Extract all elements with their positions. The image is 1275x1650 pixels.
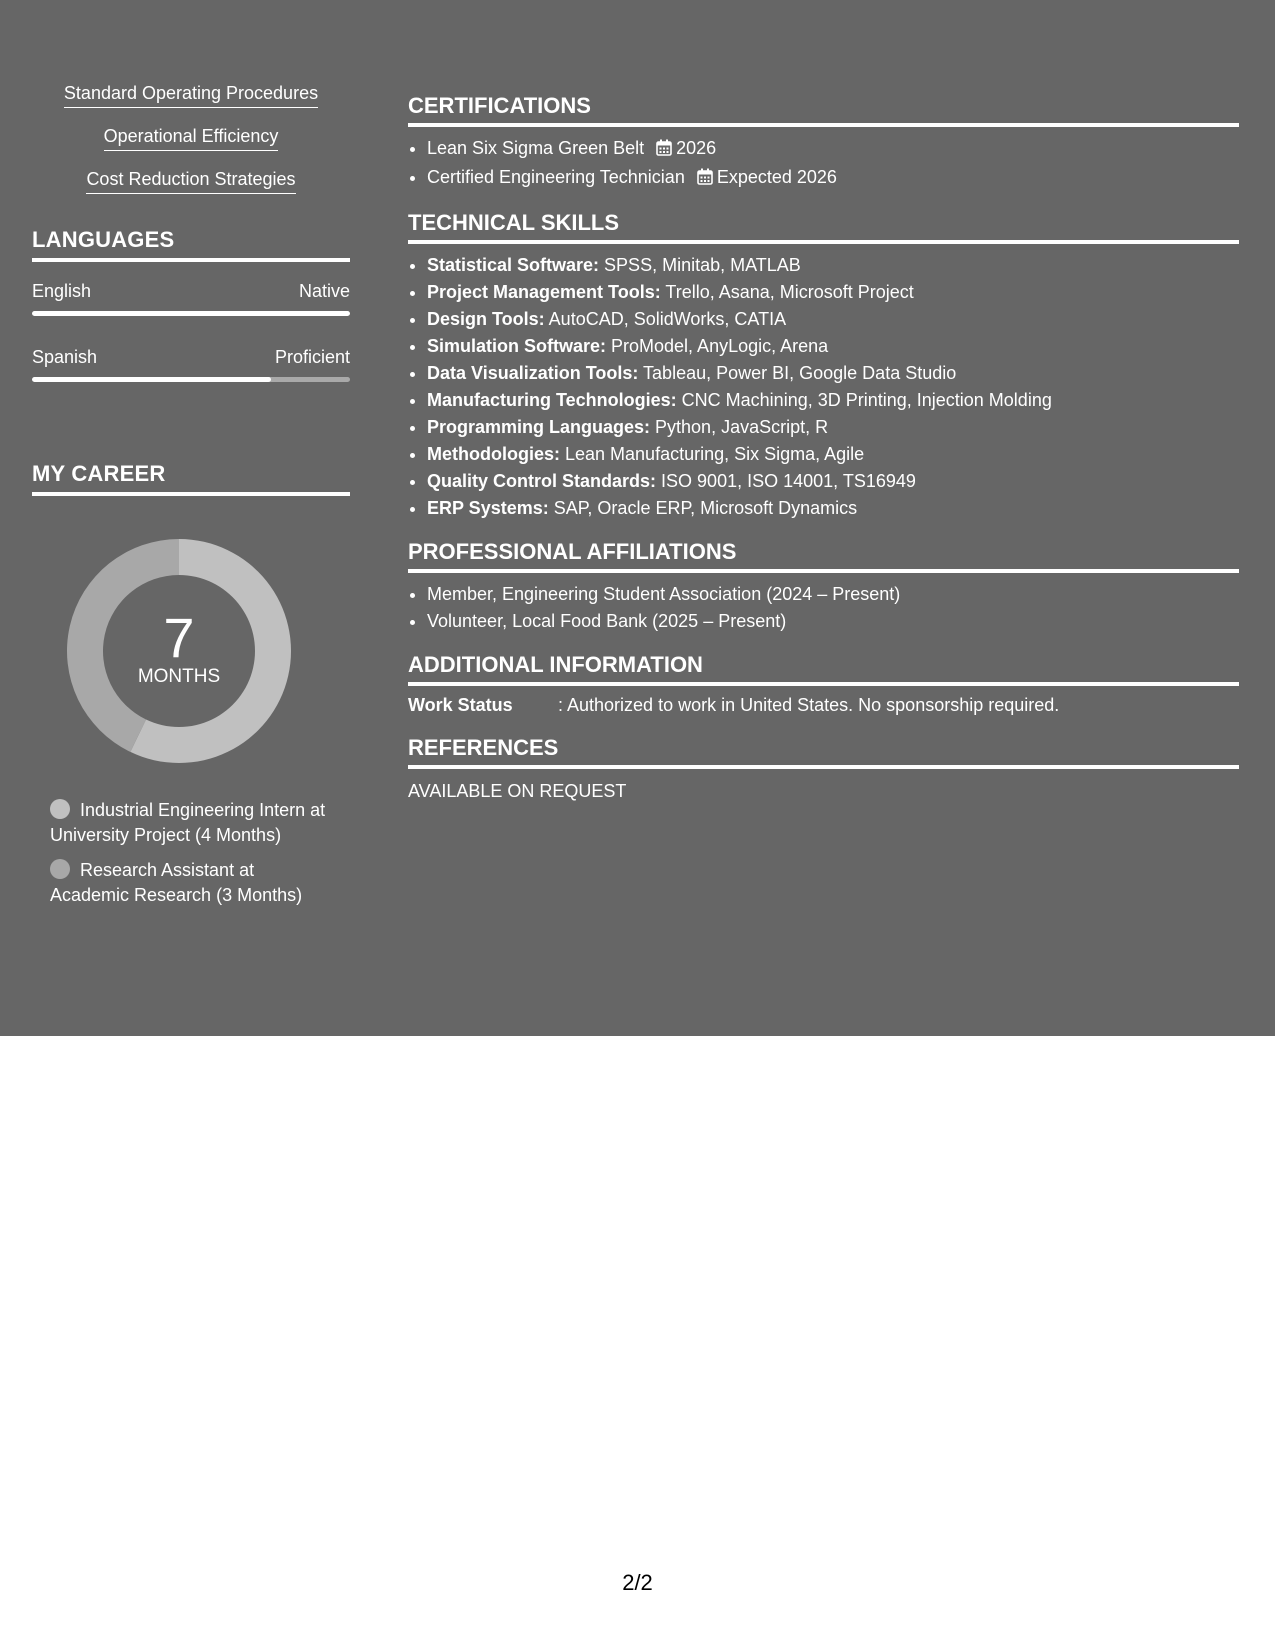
skill-item [427, 360, 1239, 387]
career-legend-label: Research Assistant at Academic Research (3 Months) [50, 860, 303, 905]
skill-label: Methodologies: [427, 444, 560, 464]
skill-value: SPSS, Minitab, MATLAB [599, 255, 801, 275]
skill-value: Lean Manufacturing, Six Sigma, Agile [560, 444, 865, 464]
career-legend [50, 798, 350, 908]
language-name: Spanish [32, 347, 98, 367]
certifications-section [408, 92, 1239, 193]
affiliations-section [408, 538, 1239, 635]
language-name: English [32, 281, 92, 301]
keyword-item [32, 125, 350, 151]
keyword: Cost Reduction Strategies [86, 168, 295, 194]
affiliation-item: • Volunteer, Local Food Bank (2025 – Present) [427, 608, 1239, 635]
donut-center [66, 538, 292, 764]
page-number: 2/2 [622, 1570, 653, 1595]
language-level: Native [298, 281, 350, 301]
references-section [408, 734, 1239, 803]
certification-name: Lean Six Sigma Green Belt [427, 138, 645, 158]
language-bar [32, 377, 350, 382]
skill-value: Python, JavaScript, R [650, 417, 829, 437]
affiliations-heading: PROFESSIONAL AFFILIATIONS [408, 538, 1239, 573]
work-status-label: Work Status [408, 695, 513, 715]
technical-skills-heading: TECHNICAL SKILLS [408, 209, 1239, 244]
skill-label: ERP Systems: [427, 498, 549, 518]
language-bar [32, 311, 350, 316]
skill-label: Data Visualization Tools: [427, 363, 639, 383]
skill-item [427, 333, 1239, 360]
skill-item [427, 252, 1239, 279]
languages-section [32, 226, 350, 382]
language-bar-fill [32, 377, 271, 382]
keyword-item [32, 82, 350, 108]
calendar-icon [656, 137, 672, 164]
work-status-row [408, 692, 1239, 718]
skill-item [427, 414, 1239, 441]
language-row [32, 346, 350, 368]
career-donut-chart [66, 538, 292, 764]
additional-info-section [408, 651, 1239, 718]
skill-value: Trello, Asana, Microsoft Project [660, 282, 914, 302]
skill-label: Quality Control Standards: [427, 471, 657, 491]
language-level: Proficient [274, 347, 350, 367]
certification-item [427, 135, 1239, 164]
additional-info-heading: ADDITIONAL INFORMATION [408, 651, 1239, 686]
skill-value: ISO 9001, ISO 14001, TS16949 [656, 471, 916, 491]
references-heading: REFERENCES [408, 734, 1239, 769]
skill-label: Programming Languages: [427, 417, 651, 437]
technical-skills-list [408, 252, 1239, 522]
legend-dot [50, 859, 70, 879]
skill-value: ProModel, AnyLogic, Arena [606, 336, 829, 356]
skill-item [427, 279, 1239, 306]
language-entry [32, 280, 350, 316]
skill-value: AutoCAD, SolidWorks, CATIA [544, 309, 787, 329]
work-status-value: : Authorized to work in United States. No sponsorship required. [558, 695, 1060, 715]
certification-item [427, 164, 1239, 193]
skill-value: Tableau, Power BI, Google Data Studio [638, 363, 957, 383]
skill-label: Design Tools: [427, 309, 545, 329]
calendar-icon [697, 166, 713, 193]
left-column [32, 82, 350, 918]
language-entry [32, 346, 350, 382]
career-legend-item [50, 858, 330, 908]
career-total-value: 7 [163, 606, 195, 669]
references-text: AVAILABLE ON REQUEST [408, 781, 627, 801]
skill-value: CNC Machining, 3D Printing, Injection Molding [676, 390, 1052, 410]
certification-date: Expected 2026 [716, 167, 837, 187]
certifications-list [408, 135, 1239, 193]
skill-item [427, 387, 1239, 414]
languages-heading: LANGUAGES [32, 226, 350, 262]
career-section [32, 460, 350, 908]
legend-dot [50, 799, 70, 819]
skill-label: Project Management Tools: [427, 282, 661, 302]
career-total-unit: MONTHS [137, 666, 221, 687]
skill-label: Manufacturing Technologies: [427, 390, 677, 410]
skill-item [427, 441, 1239, 468]
skill-label: Simulation Software: [427, 336, 607, 356]
keyword: Standard Operating Procedures [64, 82, 318, 108]
language-row [32, 280, 350, 302]
right-column [408, 92, 1239, 819]
skill-value: SAP, Oracle ERP, Microsoft Dynamics [548, 498, 858, 518]
career-legend-label: Industrial Engineering Intern at University Project (4 Months) [50, 800, 326, 845]
career-legend-item [50, 798, 330, 848]
technical-skills-section [408, 209, 1239, 522]
keyword-item [32, 168, 350, 194]
keyword-list [32, 82, 350, 194]
keyword: Operational Efficiency [104, 125, 279, 151]
certification-name: Certified Engineering Technician [427, 167, 685, 187]
career-heading: MY CAREER [32, 460, 350, 496]
language-bar-fill [32, 311, 350, 316]
affiliations-list [408, 581, 1239, 635]
skill-item [427, 468, 1239, 495]
certifications-heading: CERTIFICATIONS [408, 92, 1239, 127]
certification-date: 2026 [676, 138, 717, 158]
skill-label: Statistical Software: [427, 255, 600, 275]
affiliation-item: • Member, Engineering Student Association (2024 – Present) [427, 581, 1239, 608]
skill-item [427, 495, 1239, 522]
skill-item [427, 306, 1239, 333]
